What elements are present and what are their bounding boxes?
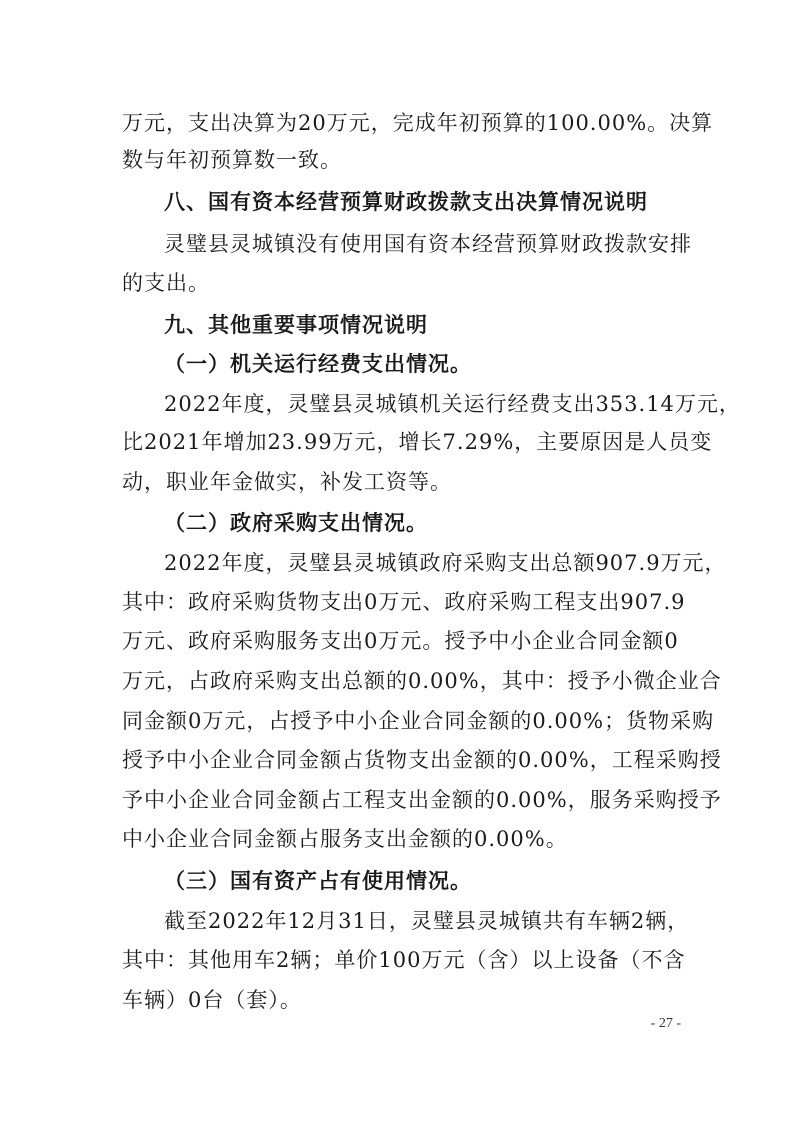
body-text-line: 万元，占政府采购支出总额的0.00%，其中：授予小微企业合: [122, 669, 722, 693]
body-text-line: 万元，支出决算为20万元，完成年初预算的100.00%。决算: [122, 111, 714, 135]
subsection-heading-2: （二）政府采购支出情况。: [164, 511, 428, 535]
body-text-line: 予中小企业合同金额占工程支出金额的0.00%，服务采购授予: [122, 788, 722, 812]
subsection-heading-3: （三）国有资产占有使用情况。: [164, 869, 472, 893]
body-text-line: 的支出。: [122, 271, 210, 295]
subsection-heading-1: （一）机关运行经费支出情况。: [164, 352, 472, 376]
body-text-line: 动，职业年金做实，补发工资等。: [122, 470, 452, 494]
body-text-line: 同金额0万元，占授予中小企业合同金额的0.00%；货物采购: [122, 709, 715, 733]
body-text-line: 授予中小企业合同金额占货物支出金额的0.00%，工程采购授: [122, 748, 722, 772]
body-text-line: 2022年度，灵璧县灵城镇政府采购支出总额907.9万元，: [164, 551, 727, 575]
body-text-line: 数与年初预算数一致。: [122, 148, 342, 172]
body-text-line: 比2021年增加23.99万元，增长7.29%，主要原因是人员变: [122, 430, 713, 454]
section-heading-9: 九、其他重要事项情况说明: [164, 313, 428, 337]
body-text-line: 其中：政府采购货物支出0万元、政府采购工程支出907.9: [122, 590, 686, 614]
body-text-line: 中小企业合同金额占服务支出金额的0.00%。: [122, 827, 568, 851]
body-text-line: 2022年度，灵璧县灵城镇机关运行经费支出353.14万元，: [164, 392, 741, 416]
body-text-line: 灵璧县灵城镇没有使用国有资本经营预算财政拨款安排: [164, 232, 692, 256]
body-text-line: 车辆）0台（套）。: [122, 988, 302, 1012]
body-text-line: 万元、政府采购服务支出0万元。授予中小企业合同金额0: [122, 629, 679, 653]
section-heading-8: 八、国有资本经营预算财政拨款支出决算情况说明: [164, 190, 648, 214]
body-text-line: 其中：其他用车2辆；单价100万元（含）以上设备（不含: [122, 948, 686, 972]
body-text-line: 截至2022年12月31日，灵璧县灵城镇共有车辆2辆，: [164, 909, 690, 933]
page-number: - 27 -: [650, 1016, 681, 1031]
